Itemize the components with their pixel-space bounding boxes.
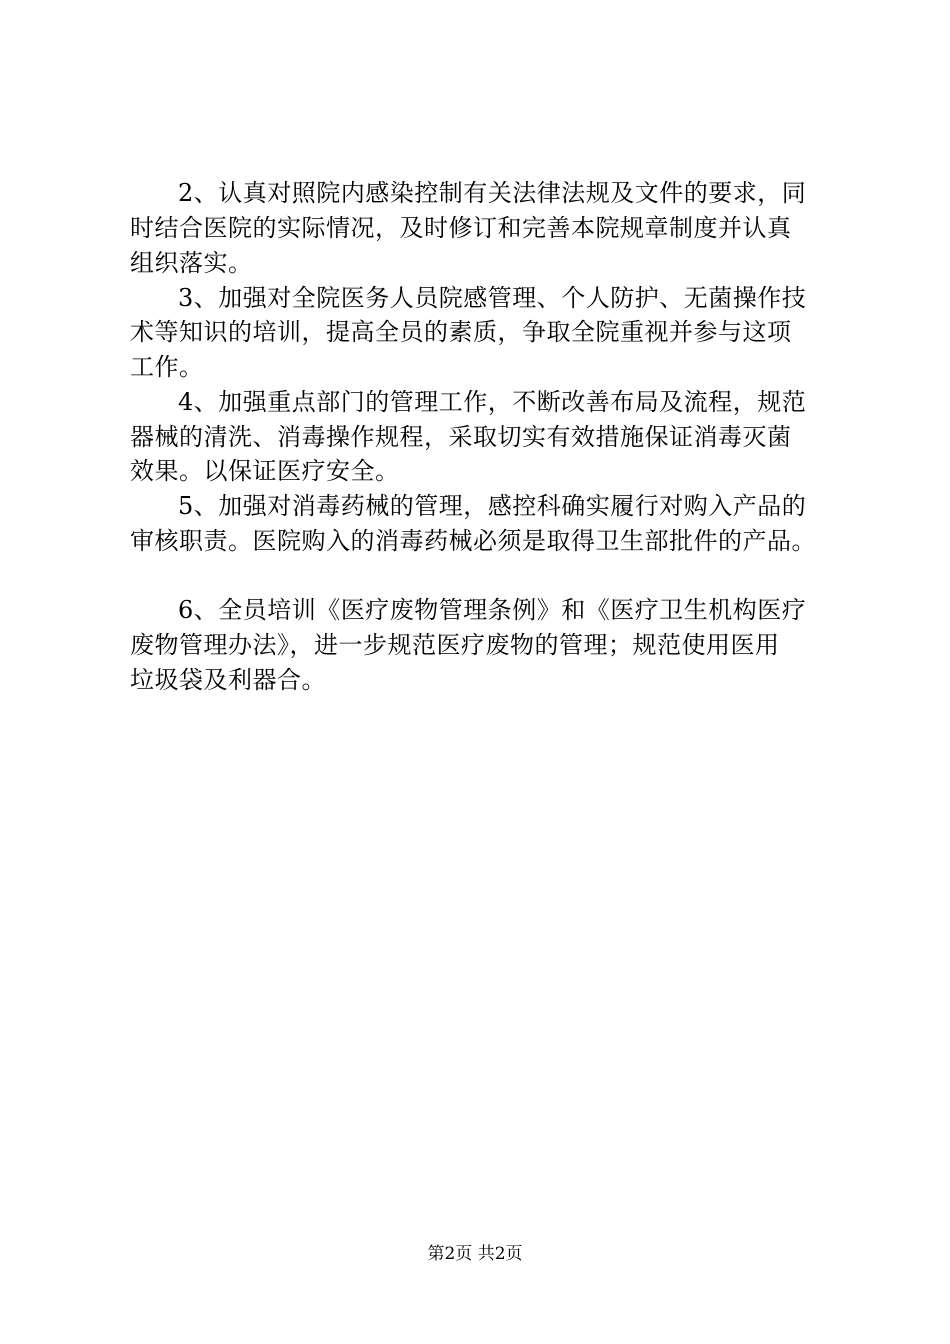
paragraph-line: 6、全员培训《医疗废物管理条例》和《医疗卫生机构医疗 [178, 596, 807, 624]
paragraph-line: 垃圾袋及利器合。 [130, 666, 326, 694]
paragraph-line: 时结合医院的实际情况，及时修订和完善本院规章制度并认真 [130, 214, 792, 242]
paragraph-line: 组织落实。 [130, 249, 253, 277]
paragraph-line: 4、加强重点部门的管理工作，不断改善布局及流程，规范 [178, 388, 807, 416]
page-number-footer: 第2页 共2页 [427, 1244, 523, 1264]
paragraph-line: 器械的清洗、消毒操作规程，采取切实有效措施保证消毒灭菌 [130, 423, 792, 451]
paragraph-line: 2、认真对照院内感染控制有关法律法规及文件的要求，同 [178, 179, 807, 207]
paragraph-line: 3、加强对全院医务人员院感管理、个人防护、无菌操作技 [178, 284, 807, 312]
paragraph-line: 效果。以保证医疗安全。 [130, 457, 400, 485]
paragraph-line: 工作。 [130, 353, 204, 381]
paragraph-line: 废物管理办法》，进一步规范医疗废物的管理；规范使用医用 [130, 631, 780, 659]
paragraph-line: 5、加强对消毒药械的管理，感控科确实履行对购入产品的 [178, 492, 807, 520]
paragraph-line: 审核职责。医院购入的消毒药械必须是取得卫生部批件的产品。 [130, 527, 816, 555]
paragraph-line: 术等知识的培训，提高全员的素质，争取全院重视并参与这项 [130, 318, 792, 346]
